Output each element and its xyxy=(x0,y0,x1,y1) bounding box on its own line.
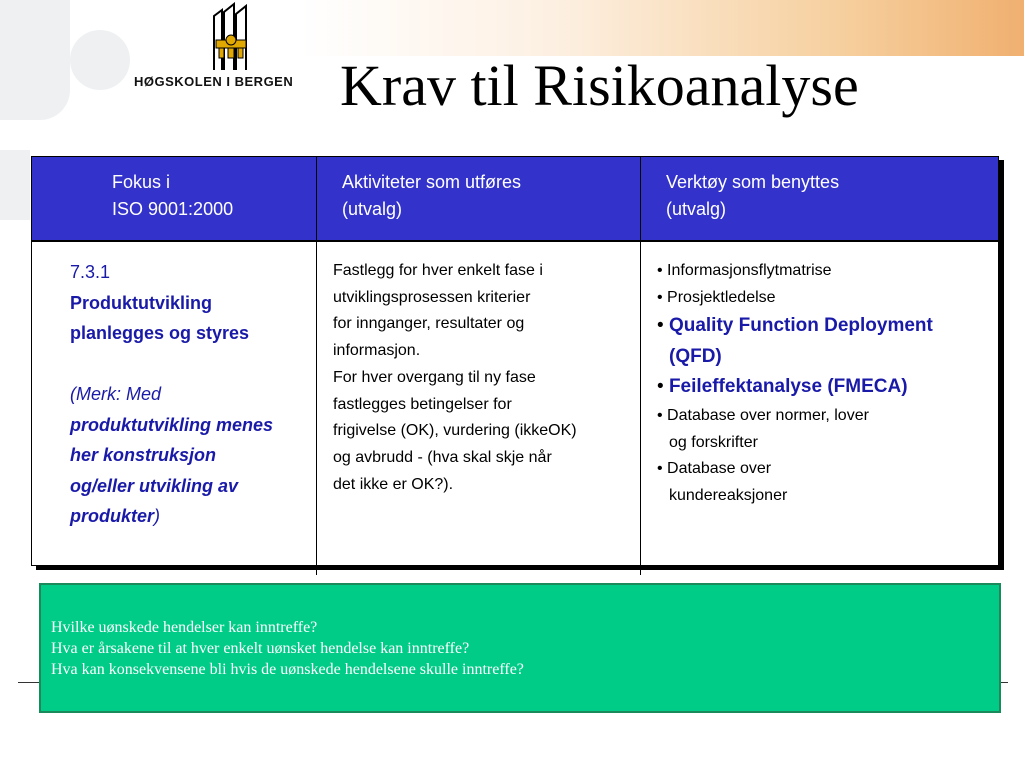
clause-number: 7.3.1 xyxy=(70,262,111,282)
tool-item: • Prosjektledelse xyxy=(657,288,776,306)
decorative-shape xyxy=(0,0,70,120)
activities-cell xyxy=(333,258,643,498)
clause-heading: Produktutvikling xyxy=(70,292,213,313)
questions-list xyxy=(51,617,524,680)
clause-note: produktutvikling menes xyxy=(70,414,274,435)
clause-note: (Merk: Med xyxy=(70,384,162,404)
activity-line: frigivelse (OK), vurdering (ikkeOK) xyxy=(333,422,577,440)
tool-item: kundereaksjoner xyxy=(669,487,788,505)
school-logo xyxy=(134,2,330,92)
clause-note: og/eller utvikling av xyxy=(70,475,239,496)
question: Hva kan konsekvensene bli hvis de uønskede hendelsene skulle inntreffe? xyxy=(51,661,524,678)
tool-item-highlight: (QFD) xyxy=(669,345,722,367)
question: Hva er årsakene til at hver enkelt uønsket hendelse kan inntreffe? xyxy=(51,640,470,657)
tool-item-highlight: • Feileffektanalyse (FMECA) xyxy=(657,376,908,398)
focus-cell xyxy=(70,257,330,532)
clause-note: produkter) xyxy=(70,506,161,526)
tools-cell xyxy=(657,258,997,510)
activity-line: det ikke er OK?). xyxy=(333,475,454,493)
clause-note: her konstruksjon xyxy=(70,445,217,465)
question: Hvilke uønskede hendelser kan inntreffe? xyxy=(51,619,318,636)
table-header xyxy=(32,157,998,242)
decorative-shape xyxy=(0,150,30,220)
clause-heading: planlegges og styres xyxy=(70,323,250,343)
tool-item: • Informasjonsflytmatrise xyxy=(657,262,832,279)
decorative-top-band xyxy=(300,0,1024,56)
logo-text: HØGSKOLEN I BERGEN xyxy=(134,74,294,89)
decorative-shape xyxy=(70,30,130,90)
activity-line: for innganger, resultater og xyxy=(333,315,525,333)
tool-item: • Database over xyxy=(657,460,772,478)
activity-line: utviklingsprosessen kriterier xyxy=(333,288,531,306)
header-tools: Verktøy som benyttes (utvalg) xyxy=(666,172,840,219)
header-activities: Aktiviteter som utføres (utvalg) xyxy=(342,172,522,219)
activity-line: fastlegges betingelser for xyxy=(333,395,512,413)
activity-line: For hver overgang til ny fase xyxy=(333,368,536,386)
tool-item: • Database over normer, lover xyxy=(657,406,869,424)
questions-box xyxy=(39,583,1001,713)
page-title: Krav til Risikoanalyse xyxy=(340,53,859,118)
header-focus: Fokus i ISO 9001:2000 xyxy=(112,172,234,219)
activity-line: Fastlegg for hver enkelt fase i xyxy=(333,262,543,279)
requirements-table xyxy=(31,156,999,566)
activity-line: informasjon. xyxy=(333,342,421,360)
building-logo-icon xyxy=(210,2,254,72)
tool-item-highlight: • Quality Function Deployment xyxy=(657,315,933,337)
activity-line: og avbrudd - (hva skal skje når xyxy=(333,448,552,466)
tool-item: og forskrifter xyxy=(669,433,758,451)
